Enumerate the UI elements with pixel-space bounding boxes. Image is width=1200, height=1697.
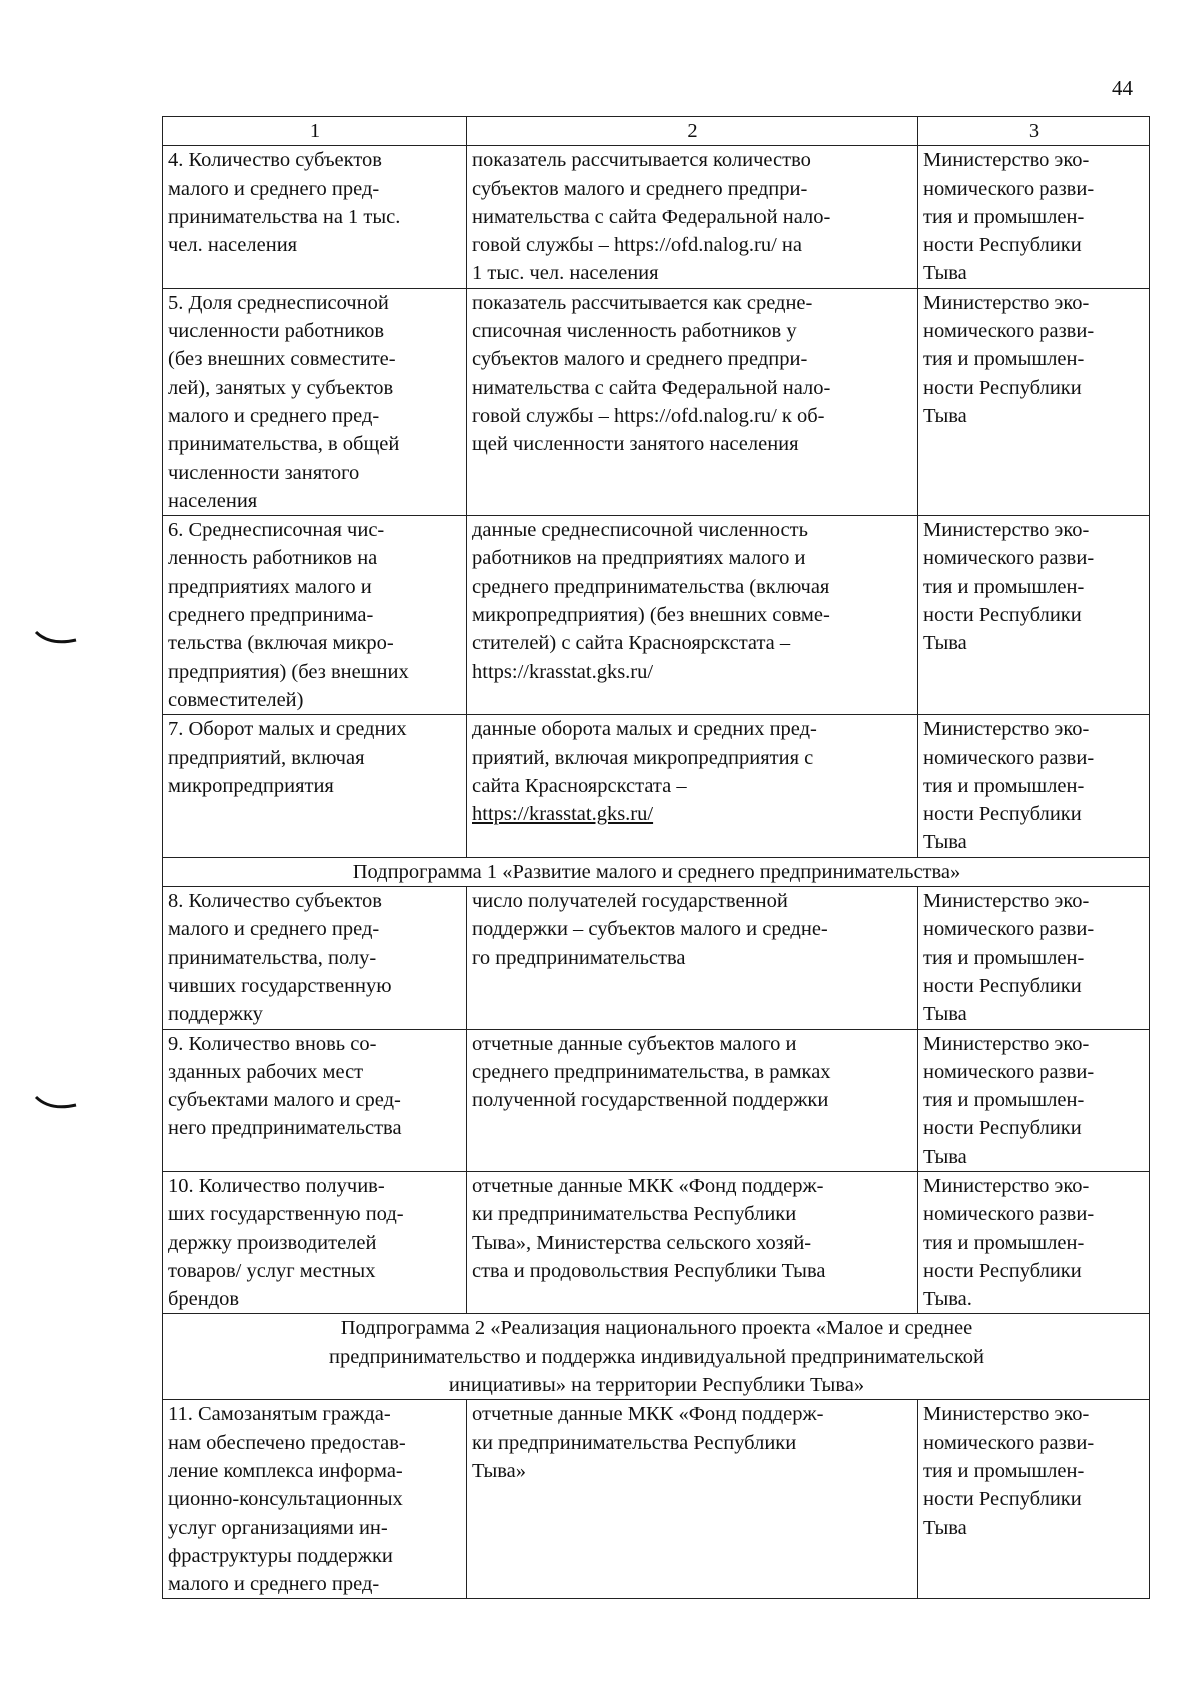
- page-number: 44: [1112, 76, 1133, 100]
- indicator-cell: 5. Доля среднесписочной численности работников (без внешних совместите- лей), занятых у субъектов малого и среднего пред- принимательства, в общей численности занятого населения: [163, 288, 467, 515]
- subprogram-2-title: Подпрограмма 2 «Реализация национального проекта «Малое и среднее предпринимательство и поддержка индивидуальной предпринимательской инициативы» на территории Республики Тыва»: [163, 1314, 1150, 1400]
- method-cell: отчетные данные субъектов малого и среднего предпринимательства, в рамках полученной государственной поддержки: [467, 1029, 918, 1171]
- method-cell: [467, 715, 918, 857]
- table-row: [163, 516, 1150, 715]
- method-cell: показатель рассчитывается количество субъектов малого и среднего предпри- нимательства с сайта Федеральной нало- говой службы – https://ofd.nalog.ru/ на 1 тыс. чел. населения: [467, 146, 918, 288]
- subprogram-row: [163, 857, 1150, 886]
- indicator-cell: 8. Количество субъектов малого и среднего пред- принимательства, полу- чивших государственную поддержку: [163, 887, 467, 1029]
- table-row: [163, 887, 1150, 1029]
- table-row: [163, 288, 1150, 515]
- indicator-cell: 9. Количество вновь со- зданных рабочих мест субъектами малого и сред- него предпринимательства: [163, 1029, 467, 1171]
- responsible-cell: Министерство эко- номического разви- тия и промышлен- ности Республики Тыва: [918, 1029, 1150, 1171]
- margin-mark-1: [34, 630, 78, 648]
- krasstat-link[interactable]: https://krasstat.gks.ru/: [472, 803, 654, 826]
- method-cell: данные среднесписочной численность работников на предприятиях малого и среднего предпринимательства (включая микропредприятия) (без внешних совме- стителей) с сайта Красноярскстата – https://krasstat.gks.ru/: [467, 516, 918, 715]
- indicators-table: [162, 116, 1150, 1599]
- method-cell: число получателей государственной поддержки – субъектов малого и средне- го предпринимательства: [467, 887, 918, 1029]
- indicator-cell: 10. Количество получив- ших государственную под- держку производителей товаров/ услуг местных брендов: [163, 1171, 467, 1313]
- responsible-cell: Министерство эко- номического разви- тия и промышлен- ности Республики Тыва: [918, 715, 1150, 857]
- responsible-cell: Министерство эко- номического разви- тия и промышлен- ности Республики Тыва: [918, 516, 1150, 715]
- method-cell: отчетные данные МКК «Фонд поддерж- ки предпринимательства Республики Тыва», Министерства сельского хозяй- ства и продовольствия Республики Тыва: [467, 1171, 918, 1313]
- responsible-cell: Министерство эко- номического разви- тия и промышлен- ности Республики Тыва: [918, 288, 1150, 515]
- column-header: 1: [163, 117, 467, 146]
- method-cell: показатель рассчитывается как средне- списочная численность работников у субъектов малого и среднего предпри- нимательства с сайта Федеральной нало- говой службы – https://ofd.nalog.ru/ к об- щей численности занятого населения: [467, 288, 918, 515]
- table-row: [163, 1171, 1150, 1313]
- method-cell: отчетные данные МКК «Фонд поддерж- ки предпринимательства Республики Тыва»: [467, 1400, 918, 1599]
- responsible-cell: Министерство эко- номического разви- тия и промышлен- ности Республики Тыва: [918, 887, 1150, 1029]
- table-row: [163, 1400, 1150, 1599]
- indicator-cell: 6. Среднесписочная чис- ленность работников на предприятиях малого и среднего предпринима- тельства (включая микро- предприятия) (без внешних совместителей): [163, 516, 467, 715]
- column-header: 3: [918, 117, 1150, 146]
- responsible-cell: Министерство эко- номического разви- тия и промышлен- ности Республики Тыва: [918, 146, 1150, 288]
- table-row: [163, 146, 1150, 288]
- indicator-cell: 7. Оборот малых и средних предприятий, включая микропредприятия: [163, 715, 467, 857]
- table-row: [163, 715, 1150, 857]
- subprogram-row: [163, 1314, 1150, 1400]
- margin-mark-2: [34, 1095, 78, 1113]
- subprogram-1-title: Подпрограмма 1 «Развитие малого и среднего предпринимательства»: [163, 857, 1150, 886]
- indicator-cell: 4. Количество субъектов малого и среднего пред- принимательства на 1 тыс. чел. населения: [163, 146, 467, 288]
- table-header-row: [163, 117, 1150, 146]
- indicator-cell: 11. Самозанятым гражда- нам обеспечено предостав- ление комплекса информа- ционно-консультационных услуг организациями ин- фраструктуры поддержки малого и среднего пред-: [163, 1400, 467, 1599]
- table-row: [163, 1029, 1150, 1171]
- responsible-cell: Министерство эко- номического разви- тия и промышлен- ности Республики Тыва: [918, 1400, 1150, 1599]
- responsible-cell: Министерство эко- номического разви- тия и промышлен- ности Республики Тыва.: [918, 1171, 1150, 1313]
- column-header: 2: [467, 117, 918, 146]
- method-text: данные оборота малых и средних пред- приятий, включая микропредприятия с сайта Красноярскстата –: [472, 718, 817, 797]
